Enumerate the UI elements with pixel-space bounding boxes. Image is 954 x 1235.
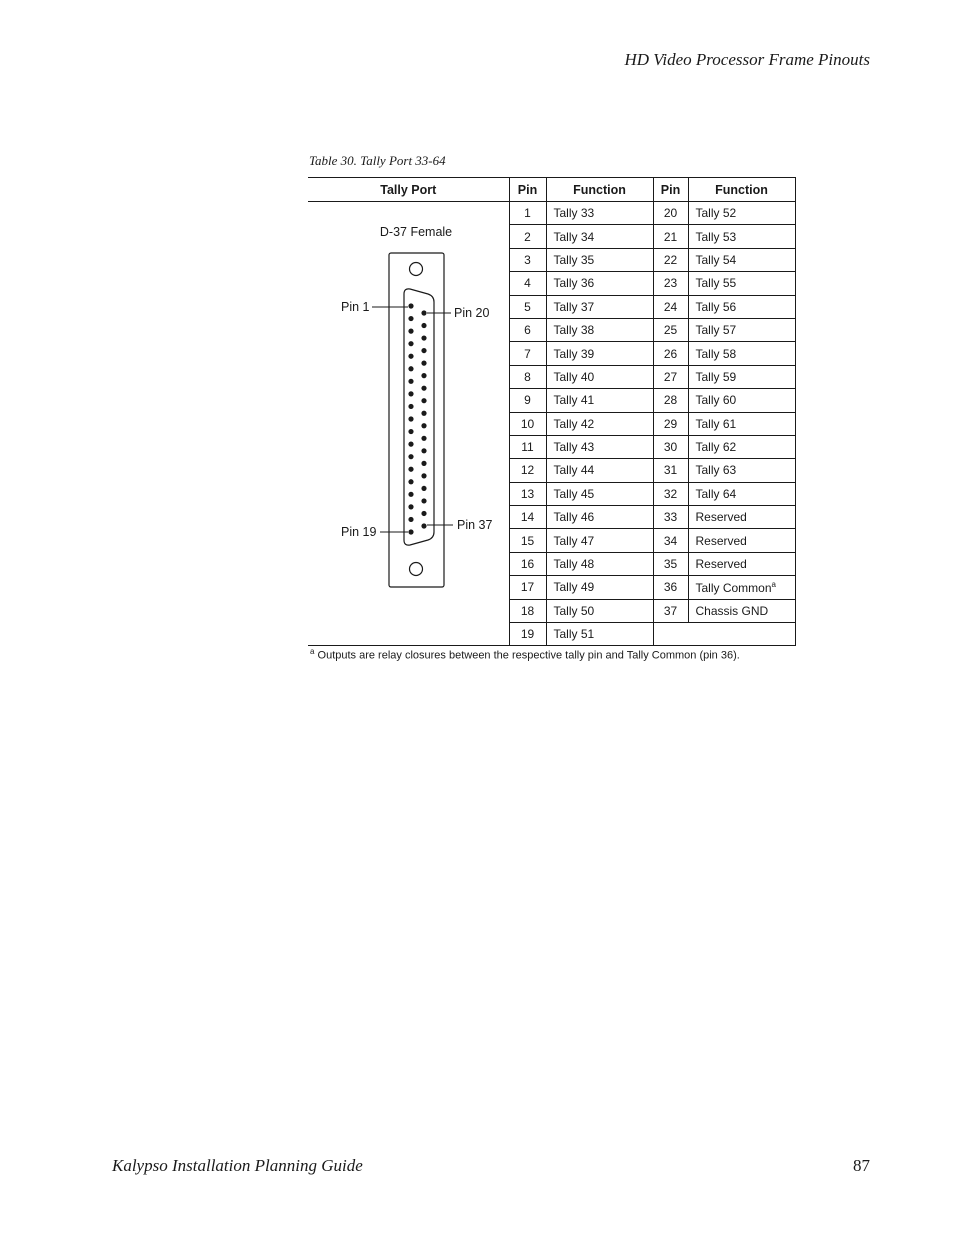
pin-dot <box>421 461 426 466</box>
function-cell: Tally 37 <box>546 295 653 318</box>
pin-number-cell: 31 <box>653 459 688 482</box>
table-caption: Table 30. Tally Port 33-64 <box>309 153 446 168</box>
pin37-label: Pin 37 <box>457 518 493 532</box>
function-text: Tally 52 <box>695 206 737 221</box>
pin-number-cell: 2 <box>509 225 546 248</box>
function-text: Tally 59 <box>695 369 737 384</box>
pin-dot <box>408 366 413 371</box>
empty-cell <box>653 623 795 646</box>
function-cell <box>688 459 795 482</box>
header-pin-1: Pin <box>509 178 546 202</box>
function-cell: Tally 35 <box>546 248 653 271</box>
connector-plate <box>389 253 444 587</box>
function-text: Reserved <box>695 510 747 525</box>
pin-dot <box>421 373 426 378</box>
pin-number-cell: 24 <box>653 295 688 318</box>
function-cell <box>688 202 795 225</box>
function-cell: Tally 39 <box>546 342 653 365</box>
pin-number-cell: 1 <box>509 202 546 225</box>
function-cell: Tally 50 <box>546 599 653 622</box>
function-cell <box>688 318 795 341</box>
function-text: Tally 57 <box>695 323 737 338</box>
pin-dot <box>408 391 413 396</box>
function-cell: Tally 41 <box>546 389 653 412</box>
pin-number-cell: 25 <box>653 318 688 341</box>
footnote-marker: a <box>310 647 315 656</box>
function-text: Tally 55 <box>695 276 737 291</box>
pin19-label: Pin 19 <box>341 525 377 539</box>
pin-number-cell: 10 <box>509 412 546 435</box>
pin-dot <box>408 329 413 334</box>
function-cell: Tally 42 <box>546 412 653 435</box>
pin-dot <box>408 504 413 509</box>
function-cell: Tally 34 <box>546 225 653 248</box>
connector-label: D-37 Female <box>379 225 453 239</box>
pin-number-cell: 21 <box>653 225 688 248</box>
function-cell: Tally 43 <box>546 435 653 458</box>
pin-dot <box>421 335 426 340</box>
pin-number-cell: 12 <box>509 459 546 482</box>
function-text: Tally 54 <box>695 252 737 267</box>
pin-number-cell: 14 <box>509 506 546 529</box>
pin-number-cell: 32 <box>653 482 688 505</box>
function-text: Reserved <box>695 557 747 572</box>
function-text: Tally 58 <box>695 346 737 361</box>
header-function-1: Function <box>546 178 653 202</box>
pin-number-cell: 20 <box>653 202 688 225</box>
function-cell: Tally 48 <box>546 552 653 575</box>
pin-dot <box>408 379 413 384</box>
pin-number-cell: 36 <box>653 576 688 599</box>
pin-dot <box>421 436 426 441</box>
pin-dot <box>421 411 426 416</box>
header-function-2: Function <box>688 178 795 202</box>
function-cell <box>688 482 795 505</box>
pin-number-cell: 13 <box>509 482 546 505</box>
page-header: HD Video Processor Frame Pinouts <box>624 50 870 69</box>
function-cell: Tally 46 <box>546 506 653 529</box>
pin1-label: Pin 1 <box>341 300 370 314</box>
table-body <box>308 202 795 646</box>
pin-number-cell: 18 <box>509 599 546 622</box>
table-row <box>308 202 795 225</box>
function-cell: Tally 47 <box>546 529 653 552</box>
pin-number-cell: 8 <box>509 365 546 388</box>
function-cell <box>688 506 795 529</box>
pin-number-cell: 35 <box>653 552 688 575</box>
pin-dot <box>421 348 426 353</box>
pin-number-cell: 11 <box>509 435 546 458</box>
pin-number-cell: 29 <box>653 412 688 435</box>
function-text: Tally 63 <box>695 463 737 478</box>
pin-dot <box>421 511 426 516</box>
pin-dot <box>421 386 426 391</box>
pin-dot <box>408 416 413 421</box>
pin-number-cell: 33 <box>653 506 688 529</box>
function-text: Reserved <box>695 533 747 548</box>
pin-dot <box>408 354 413 359</box>
pin-number-cell: 6 <box>509 318 546 341</box>
function-cell <box>688 435 795 458</box>
function-cell: Tally 49 <box>546 576 653 599</box>
function-cell: Tally 38 <box>546 318 653 341</box>
header-tally-port: Tally Port <box>308 178 509 202</box>
connector-diagram-cell <box>308 202 509 646</box>
pin-dot <box>421 361 426 366</box>
table-header-row <box>308 178 795 202</box>
pin-number-cell: 34 <box>653 529 688 552</box>
pin-number-cell: 5 <box>509 295 546 318</box>
pin-dot <box>421 323 426 328</box>
function-cell <box>688 529 795 552</box>
function-cell: Tally 33 <box>546 202 653 225</box>
function-cell: Tally 36 <box>546 272 653 295</box>
function-cell <box>688 272 795 295</box>
pin-dot <box>408 404 413 409</box>
pin-number-cell: 27 <box>653 365 688 388</box>
pin-dot <box>421 523 426 528</box>
function-cell <box>688 225 795 248</box>
pin-dot <box>408 442 413 447</box>
function-text: Tally 56 <box>695 299 737 314</box>
pin-number-cell: 28 <box>653 389 688 412</box>
page-footer-title: Kalypso Installation Planning Guide <box>112 1156 363 1175</box>
function-text: Tally 61 <box>695 416 737 431</box>
function-cell: Tally 44 <box>546 459 653 482</box>
function-text: Tally 60 <box>695 393 737 408</box>
pin-dot <box>408 479 413 484</box>
pin-dot <box>408 517 413 522</box>
function-cell: Tally 51 <box>546 623 653 646</box>
function-cell <box>688 342 795 365</box>
pin-number-cell: 17 <box>509 576 546 599</box>
function-text: Tally 53 <box>695 229 737 244</box>
table-footnote <box>310 647 740 662</box>
function-cell <box>688 389 795 412</box>
tally-port-table <box>308 177 796 646</box>
function-cell <box>688 412 795 435</box>
function-text: Tally 62 <box>695 440 737 455</box>
pin-number-cell: 7 <box>509 342 546 365</box>
pin-number-cell: 26 <box>653 342 688 365</box>
function-cell <box>688 552 795 575</box>
mounting-hole-bottom <box>410 563 423 576</box>
pin-dot <box>408 529 413 534</box>
pin-number-cell: 4 <box>509 272 546 295</box>
pin-dot <box>408 492 413 497</box>
pin-number-cell: 19 <box>509 623 546 646</box>
function-cell <box>688 576 795 599</box>
page-number: 87 <box>853 1156 870 1175</box>
pin-dot <box>421 398 426 403</box>
function-text: Tally 64 <box>695 486 737 501</box>
pin-dot <box>421 486 426 491</box>
mounting-hole-top <box>410 263 423 276</box>
function-cell <box>688 295 795 318</box>
function-cell: Tally 40 <box>546 365 653 388</box>
function-cell: Tally 45 <box>546 482 653 505</box>
pin-dot <box>421 423 426 428</box>
footnote-text: Outputs are relay closures between the respective tally pin and Tally Common (pin 36). <box>317 649 740 662</box>
pin-number-cell: 16 <box>509 552 546 575</box>
pin-dot <box>408 467 413 472</box>
pin-dot <box>408 303 413 308</box>
pin-number-cell: 37 <box>653 599 688 622</box>
function-text: Tally Common <box>695 580 772 595</box>
pin-dot <box>408 429 413 434</box>
function-text: Chassis GND <box>695 603 769 618</box>
header-pin-2: Pin <box>653 178 688 202</box>
pin-number-cell: 22 <box>653 248 688 271</box>
pin-number-cell: 3 <box>509 248 546 271</box>
pin-dot <box>421 448 426 453</box>
pin-dot <box>421 310 426 315</box>
pin-dot <box>421 473 426 478</box>
pin-dot <box>408 341 413 346</box>
pin-dot <box>408 454 413 459</box>
pin20-label: Pin 20 <box>454 306 490 320</box>
pin-number-cell: 23 <box>653 272 688 295</box>
pin-number-cell: 9 <box>509 389 546 412</box>
pin-dot <box>421 498 426 503</box>
footnote-ref: a <box>771 579 776 589</box>
pin-number-cell: 30 <box>653 435 688 458</box>
pin-dot <box>408 316 413 321</box>
d37-connector-diagram <box>308 202 509 646</box>
function-cell <box>688 599 795 622</box>
function-cell <box>688 248 795 271</box>
pin-number-cell: 15 <box>509 529 546 552</box>
function-cell <box>688 365 795 388</box>
